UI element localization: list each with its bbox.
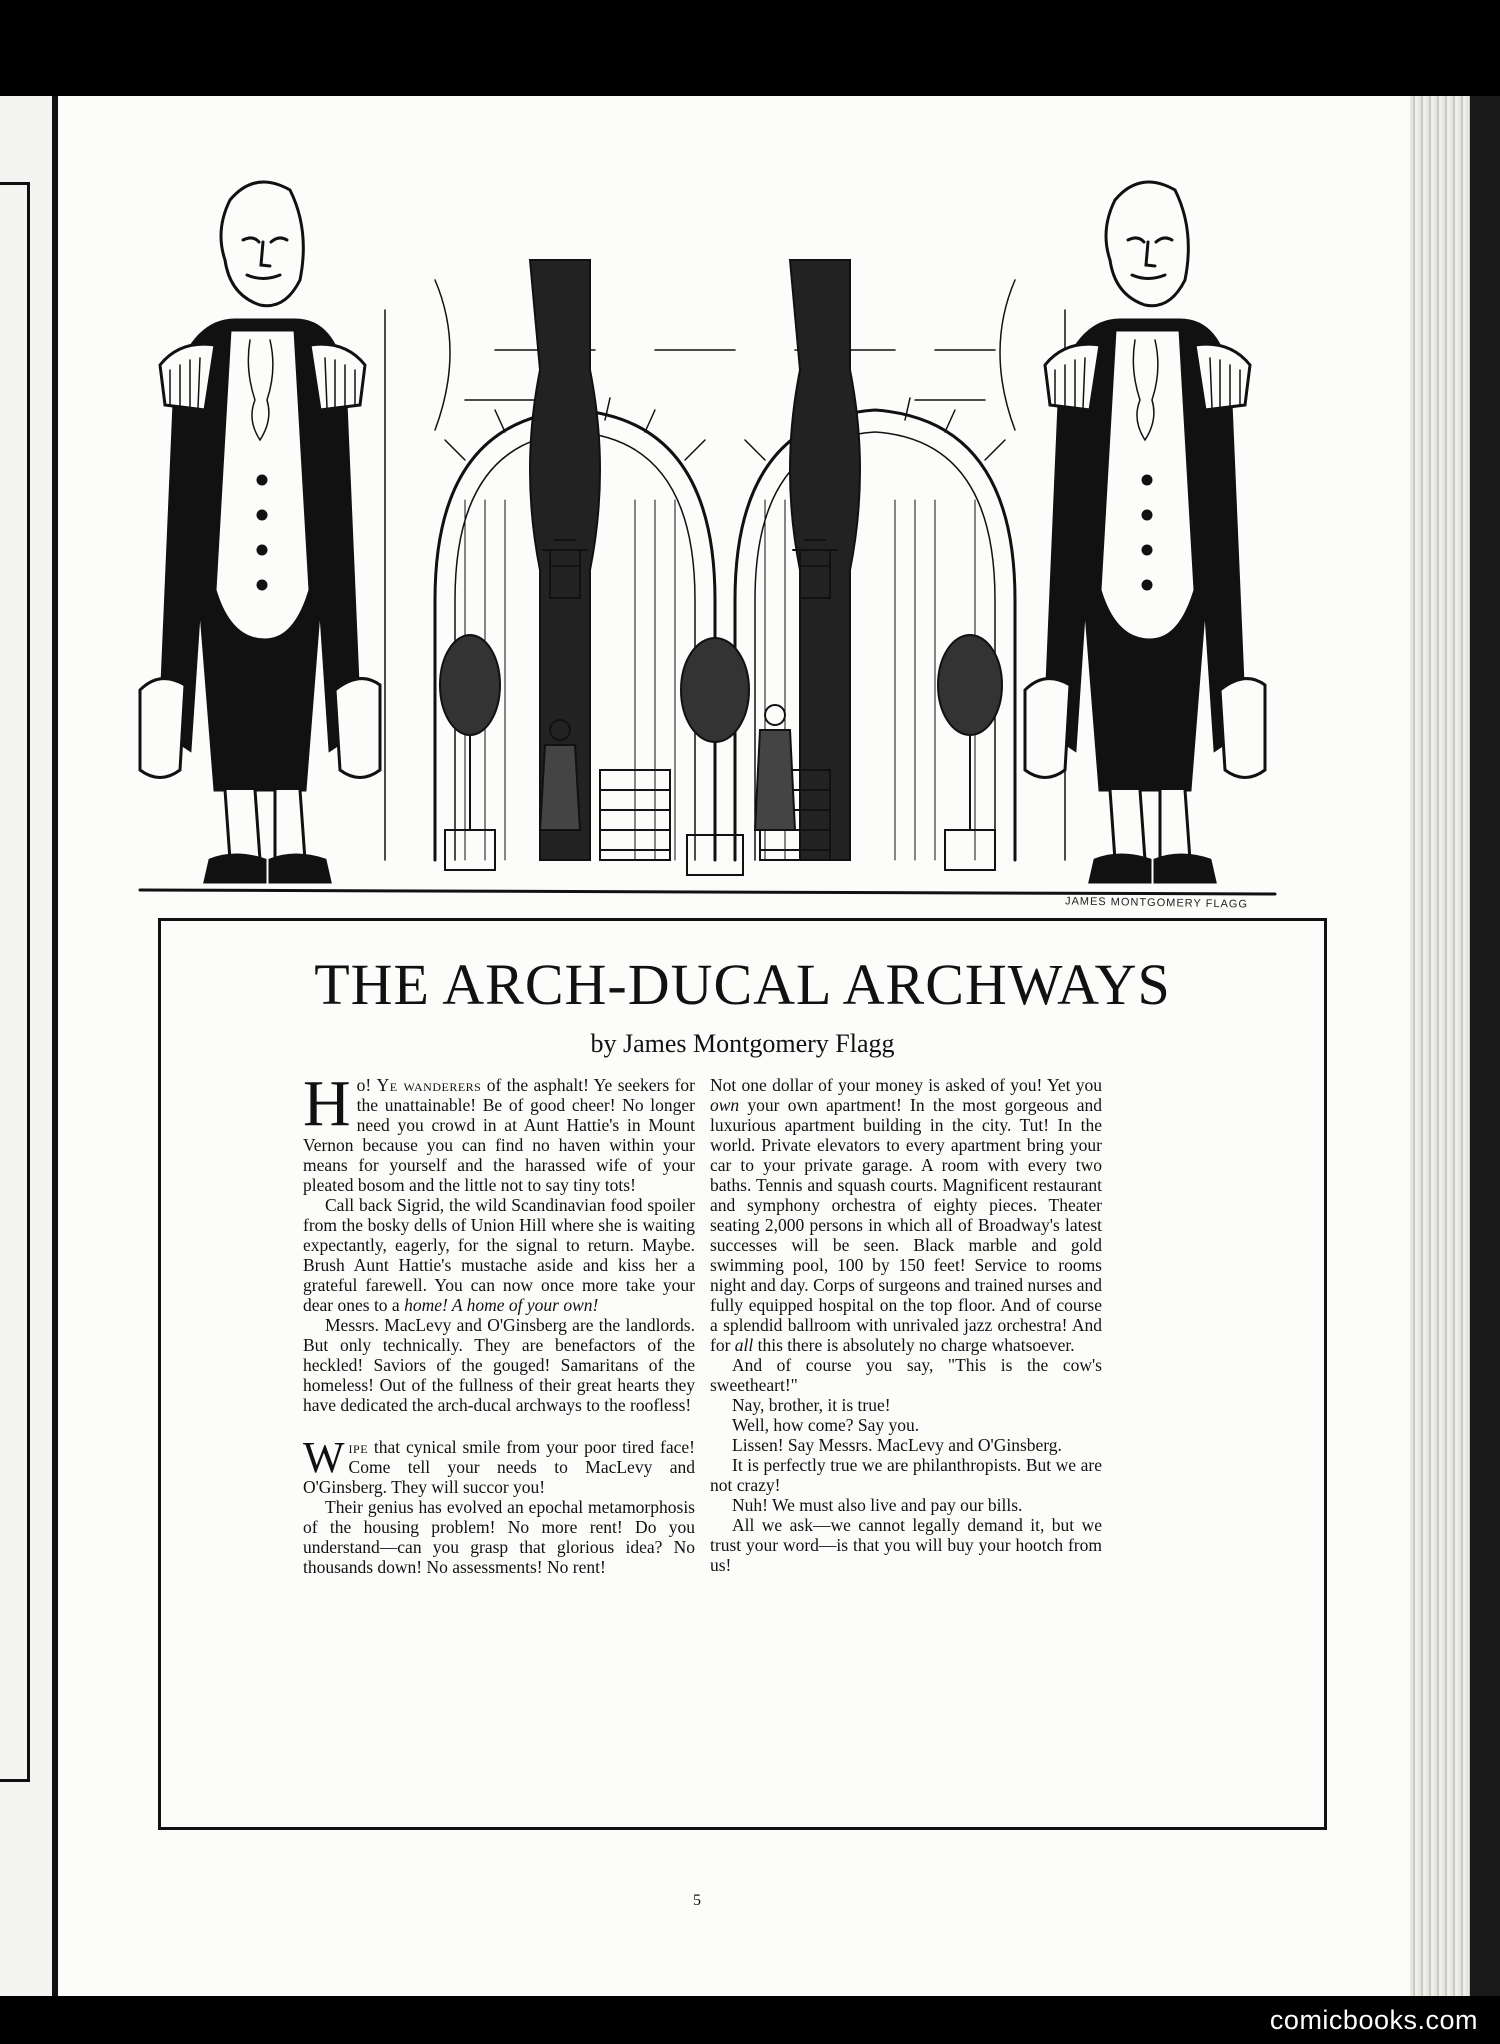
- paragraph: Wipe that cynical smile from your poor tired face! Come tell your needs to MacLevy and O'Ginsberg. They will succor you!: [303, 1433, 695, 1497]
- article-box: [158, 918, 1327, 1830]
- butlers-illustration: [135, 170, 1300, 900]
- article-byline: by James Montgomery Flagg: [590, 1029, 895, 1058]
- paragraph: Not one dollar of your money is asked of you! Yet you own your own apartment! In the most gorgeous and luxurious apartment building in the city. Tut! In the world. Private elevators to every apartment bring your car to your private garage. A room with every two baths. Tennis and squash courts. Magnificent restaurant and symphony orchestra of eighty pieces. Theater seating 2,000 persons in which all of Broadway's latest successes will be seen. Black marble and gold swimming pool, 100 by 150 feet! Service to rooms night and day. Corps of surgeons and trained nurses and fully equipped hospital on the top floor. And of course a splendid ballroom with unrivaled jazz orchestra! And for all this there is absolutely no charge whatsoever.: [710, 1075, 1102, 1355]
- article-title: THE ARCH-DUCAL ARCHWAYS: [314, 952, 1171, 1017]
- artist-signature: JAMES MONTGOMERY FLAGG: [1064, 895, 1249, 911]
- adjacent-page-frame: [0, 182, 30, 1782]
- paragraph: And of course you say, "This is the cow's sweetheart!": [710, 1355, 1102, 1395]
- book-page-edges: [1410, 96, 1470, 1996]
- paragraph: It is perfectly true we are philanthropists. But we are not crazy!: [710, 1455, 1102, 1495]
- drop-cap: H: [303, 1067, 351, 1140]
- paragraph: Nay, brother, it is true!: [732, 1395, 891, 1415]
- drop-cap: W: [303, 1433, 345, 1482]
- paragraph: Well, how come? Say you.: [732, 1415, 920, 1435]
- text-column-left: [303, 1067, 696, 1577]
- paragraph: Ho! Ye wanderers of the asphalt! Ye seekers for the unattainable! Be of good cheer! No longer need you crowd in at Aunt Hattie's in Mount Vernon because you can find no haven within your means for yourself and the harassed wife of your pleated bosom and the little not to say tiny tots!: [303, 1067, 696, 1195]
- paragraph: Messrs. MacLevy and O'Ginsberg are the landlords. But only technically. They are benefactors of the heckled! Saviors of the gouged! Samaritans of the homeless! Out of the fullness of their great hearts they have dedicated the arch-ducal archways to the roofless!: [303, 1315, 695, 1415]
- text-column-right: [710, 1075, 1102, 1575]
- paragraph: Their genius has evolved an epochal metamorphosis of the housing problem! No more rent! Do you understand—can you grasp that glorious idea? No thousands down! No assessments! No rent!: [303, 1497, 695, 1577]
- paragraph: Nuh! We must also live and pay our bills.: [732, 1495, 1023, 1515]
- adjacent-page-edge: [0, 96, 58, 1996]
- page-number: 5: [693, 1892, 701, 1909]
- paragraph: Lissen! Say Messrs. MacLevy and O'Ginsberg.: [732, 1435, 1062, 1455]
- paragraph: Call back Sigrid, the wild Scandinavian food spoiler from the bosky dells of Union Hill where she is waiting expectantly, eagerly, for the signal to return. Maybe. Brush Aunt Hattie's mustache aside and kiss her a grateful farewell. You can now once more take your dear ones to a home! A home of your own!: [303, 1195, 695, 1315]
- paragraph: All we ask—we cannot legally demand it, but we trust your word—is that you will buy your hootch from us!: [710, 1515, 1102, 1575]
- watermark: comicbooks.com: [1269, 2005, 1478, 2035]
- book-spine-shadow: [1470, 96, 1500, 1996]
